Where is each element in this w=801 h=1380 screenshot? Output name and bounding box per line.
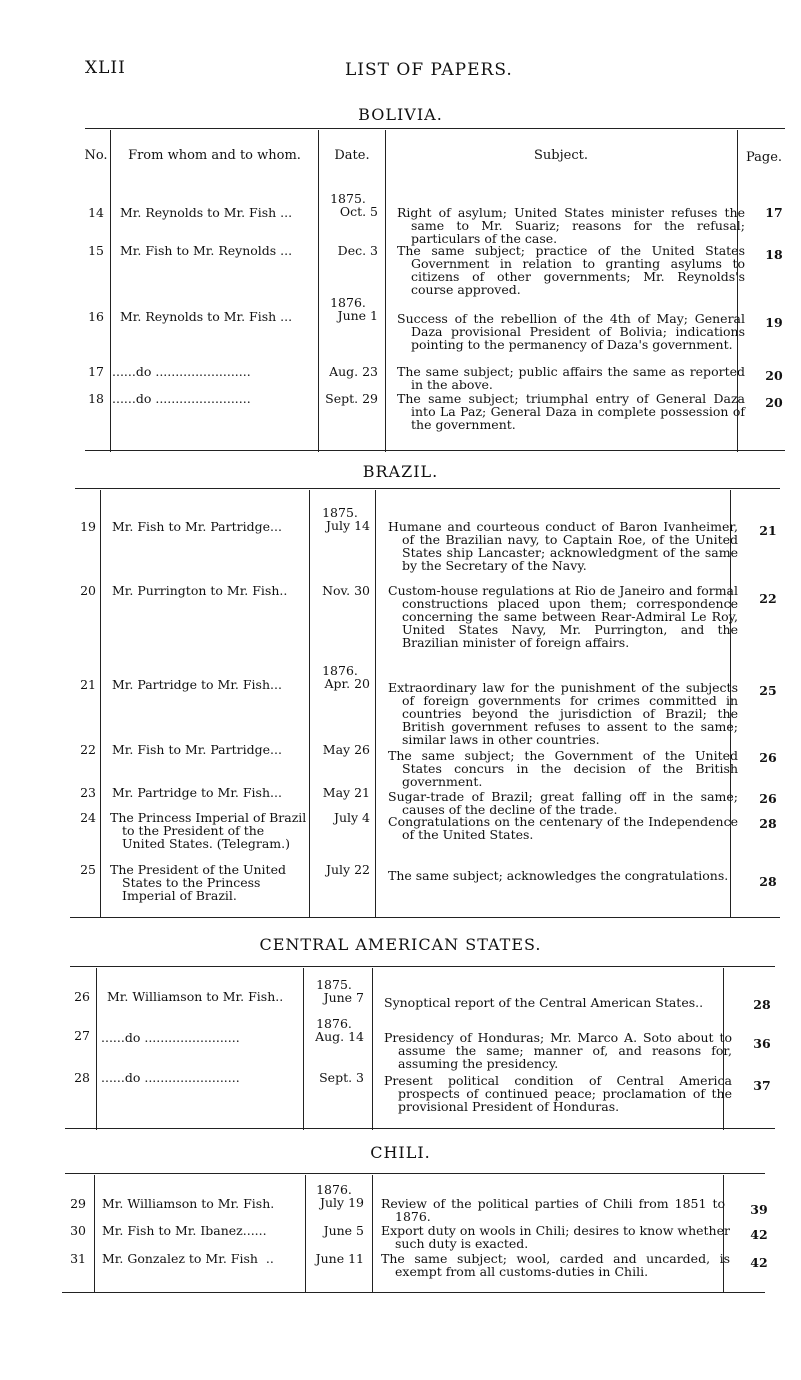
section-title-central-american-states: CENTRAL AMERICAN STATES. xyxy=(259,935,542,954)
col-header-page: Page. xyxy=(745,150,783,165)
section-title-chili: CHILI. xyxy=(370,1143,431,1162)
col-header-subject: Subject. xyxy=(534,148,588,163)
col-header-from-to: From whom and to whom. xyxy=(128,148,301,163)
page-title: LIST OF PAPERS. xyxy=(345,60,513,80)
section-title-bolivia: BOLIVIA. xyxy=(358,105,443,124)
page-number: XLII xyxy=(85,58,126,78)
col-header-no: No. xyxy=(84,148,108,163)
col-header-date: Date. xyxy=(334,148,370,163)
section-title-brazil: BRAZIL. xyxy=(362,462,439,481)
